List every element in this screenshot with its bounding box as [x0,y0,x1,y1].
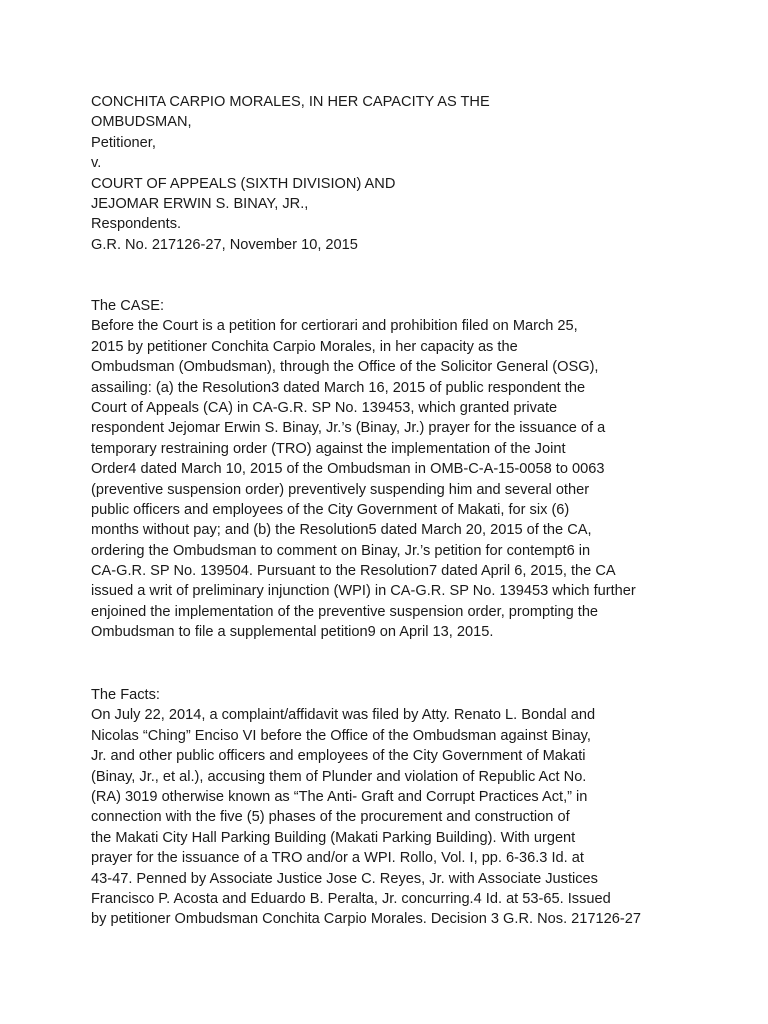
caption-line: Respondents. [91,216,182,233]
paragraph-line: assailing: (a) the Resolution3 dated March 16, 2015 of public respondent the [91,379,586,396]
paragraph-line: months without pay; and (b) the Resolution5 dated March 20, 2015 of the CA, [91,522,592,539]
caption-line: v. [91,155,102,172]
caption-line: G.R. No. 217126-27, November 10, 2015 [91,236,358,253]
paragraph-line: Jr. and other public officers and employees of the City Government of Makati [91,748,586,765]
case-caption [91,92,761,255]
paragraph-line: Court of Appeals (CA) in CA-G.R. SP No. 139453, which granted private [91,399,558,416]
section-heading: The CASE: [91,298,164,314]
paragraph-line: Nicolas “Ching” Enciso VI before the Office of the Ombudsman against Binay, [91,727,591,744]
facts-section [91,685,761,930]
paragraph-line: On July 22, 2014, a complaint/affidavit was filed by Atty. Renato L. Bondal and [91,707,596,724]
paragraph-line: ordering the Ombudsman to comment on Binay, Jr.’s petition for contempt6 in [91,542,591,559]
paragraph-line: CA-G.R. SP No. 139504. Pursuant to the Resolution7 dated April 6, 2015, the CA [91,563,616,580]
paragraph-line: 2015 by petitioner Conchita Carpio Morales, in her capacity as the [91,338,518,355]
paragraph-line: (preventive suspension order) preventively suspending him and several other [91,481,590,498]
paragraph-line: (Binay, Jr., et al.), accusing them of Plunder and violation of Republic Act No. [91,768,587,785]
caption-line: OMBUDSMAN, [91,114,192,131]
caption-line: CONCHITA CARPIO MORALES, IN HER CAPACITY AS THE [91,94,490,110]
paragraph-line: prayer for the issuance of a TRO and/or a WPI. Rollo, Vol. I, pp. 6-36.3 Id. at [91,850,584,867]
paragraph-line: enjoined the implementation of the preventive suspension order, prompting the [91,603,599,620]
paragraph-line: Ombudsman (Ombudsman), through the Office of the Solicitor General (OSG), [91,359,599,376]
caption-line: JEJOMAR ERWIN S. BINAY, JR., [91,195,309,212]
caption-line: Petitioner, [91,134,156,151]
paragraph-line: temporary restraining order (TRO) against the implementation of the Joint [91,440,566,457]
paragraph-line: Ombudsman to file a supplemental petition9 on April 13, 2015. [91,624,494,641]
paragraph-line: the Makati City Hall Parking Building (Makati Parking Building). With urgent [91,829,576,846]
case-section [91,296,761,643]
paragraph-line: public officers and employees of the City Government of Makati, for six (6) [91,501,570,518]
paragraph-line: respondent Jejomar Erwin S. Binay, Jr.’s (Binay, Jr.) prayer for the issuance of a [91,420,606,437]
paragraph-line: Francisco P. Acosta and Eduardo B. Peralta, Jr. concurring.4 Id. at 53-65. Issued [91,890,611,907]
paragraph-line: Before the Court is a petition for certiorari and prohibition filed on March 25, [91,318,578,335]
paragraph-line: connection with the five (5) phases of the procurement and construction of [91,809,570,826]
section-heading: The Facts: [91,687,160,703]
paragraph-line: Order4 dated March 10, 2015 of the Ombudsman in OMB-C-A-15-0058 to 0063 [91,461,605,478]
paragraph-line: issued a writ of preliminary injunction (WPI) in CA-G.R. SP No. 139453 which further [91,583,636,600]
caption-line: COURT OF APPEALS (SIXTH DIVISION) AND [91,175,396,192]
paragraph-line: 43-47. Penned by Associate Justice Jose C. Reyes, Jr. with Associate Justices [91,870,598,887]
paragraph-line: by petitioner Ombudsman Conchita Carpio Morales. Decision 3 G.R. Nos. 217126-27 [91,911,641,928]
paragraph-line: (RA) 3019 otherwise known as “The Anti- Graft and Corrupt Practices Act,” in [91,788,588,805]
